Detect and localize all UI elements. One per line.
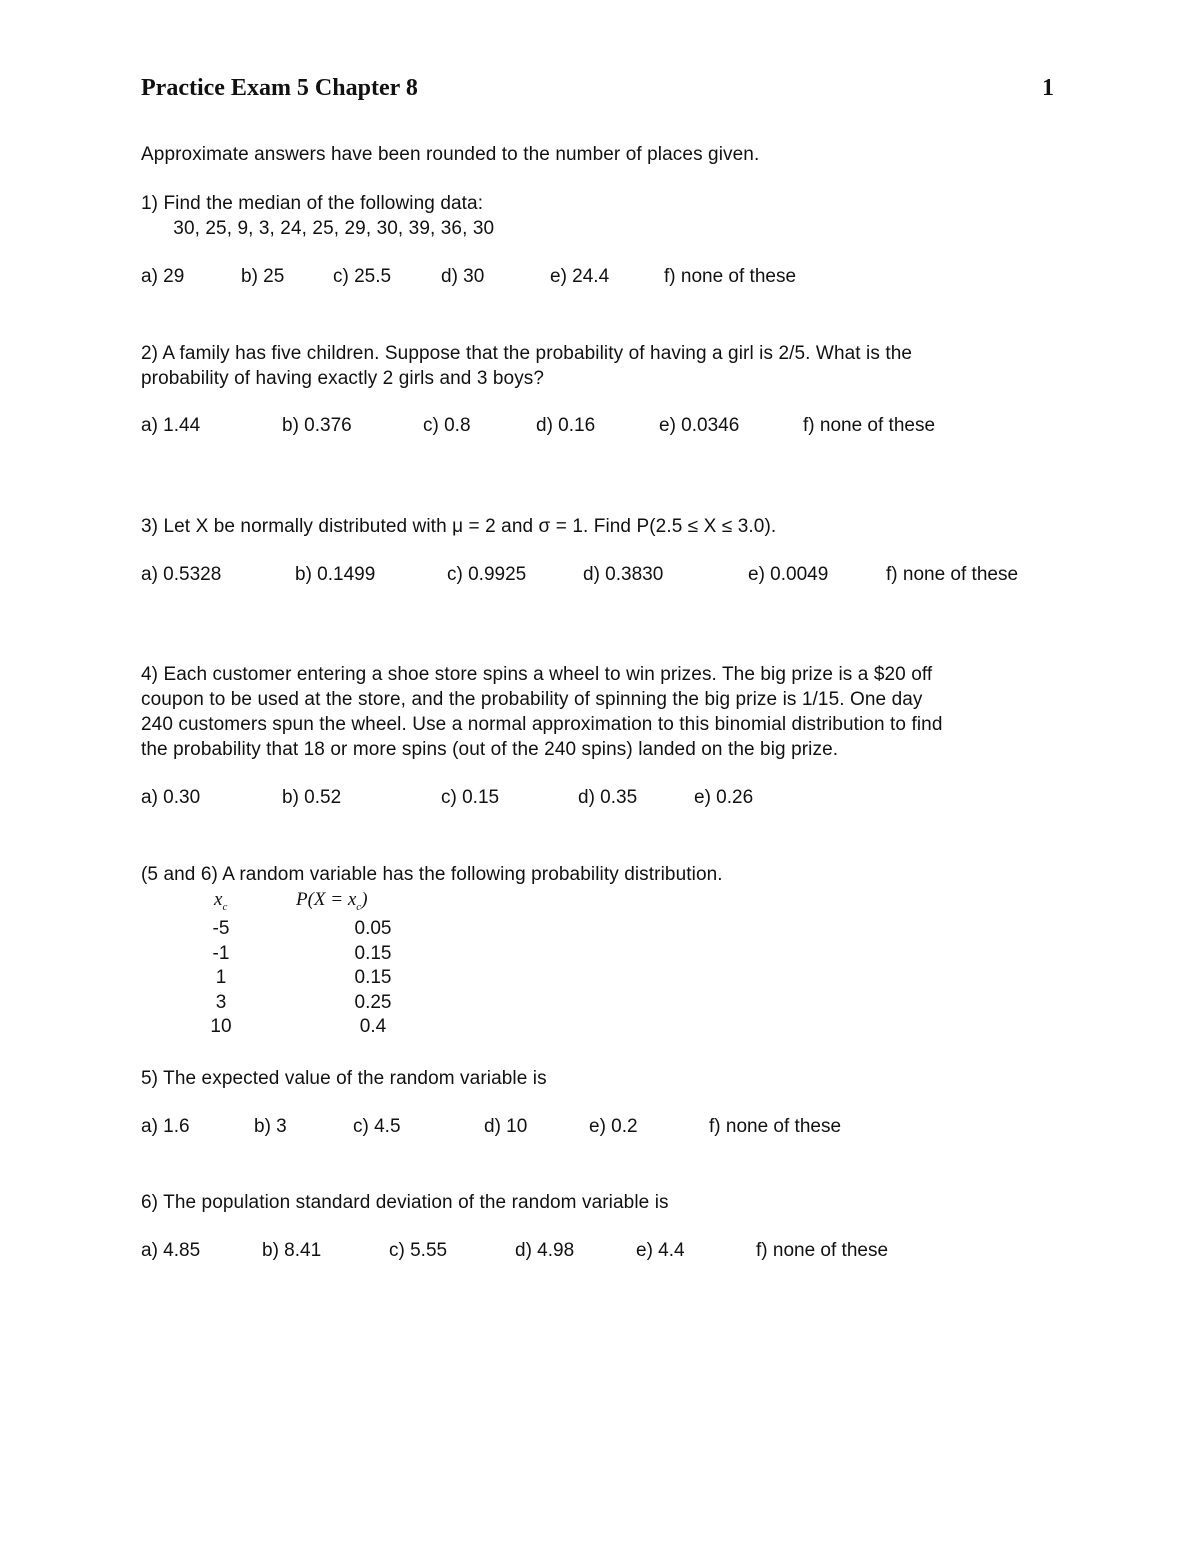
- table-cell-p: 0.25: [354, 992, 392, 1013]
- table-cell-p: 0.05: [354, 918, 392, 939]
- page-number: 1: [1042, 75, 1054, 101]
- distribution-intro: (5 and 6) A random variable has the following probability distribution.: [141, 864, 723, 885]
- choice-e: e) 0.0049: [748, 564, 829, 585]
- choice-d: d) 0.16: [536, 415, 596, 436]
- choice-a: a) 0.30: [141, 787, 201, 808]
- choice-a: a) 1.6: [141, 1116, 190, 1137]
- choice-d: d) 0.3830: [583, 564, 664, 585]
- choice-c: c) 5.55: [389, 1240, 448, 1261]
- table-cell-p: 0.4: [359, 1016, 387, 1037]
- question-line: 4) Each customer entering a shoe store spins a wheel to win prizes. The big prize is a $20 off: [141, 664, 933, 685]
- choice-b: b) 0.1499: [295, 564, 376, 585]
- table-cell-p: 0.15: [354, 943, 392, 964]
- choice-e: e) 0.0346: [659, 415, 740, 436]
- table-cell-x: 1: [215, 967, 227, 988]
- intro-text: Approximate answers have been rounded to the number of places given.: [141, 144, 760, 165]
- page-title: Practice Exam 5 Chapter 8: [141, 75, 418, 101]
- choice-f: f) none of these: [709, 1116, 842, 1137]
- choice-a: a) 4.85: [141, 1240, 201, 1261]
- question-line: 30, 25, 9, 3, 24, 25, 29, 30, 39, 36, 30: [141, 218, 495, 239]
- choice-d: d) 4.98: [515, 1240, 575, 1261]
- table-cell-x: -5: [212, 918, 230, 939]
- question-line: 3) Let X be normally distributed with μ = 2 and σ = 1. Find P(2.5 ≤ X ≤ 3.0).: [141, 516, 777, 537]
- choice-f: f) none of these: [803, 415, 936, 436]
- question-line: the probability that 18 or more spins (out of the 240 spins) landed on the big prize.: [141, 739, 839, 760]
- question-line: 1) Find the median of the following data:: [141, 193, 484, 214]
- question-line: 5) The expected value of the random variable is: [141, 1068, 547, 1089]
- choice-c: c) 0.9925: [447, 564, 527, 585]
- choice-b: b) 25: [241, 266, 285, 287]
- question-line: 2) A family has five children. Suppose that the probability of having a girl is 2/5. What is the: [141, 343, 913, 364]
- choice-a: a) 0.5328: [141, 564, 222, 585]
- column-header-x: $x_c$: [214, 889, 228, 913]
- choice-b: b) 8.41: [262, 1240, 322, 1261]
- choice-e: e) 0.26: [694, 787, 754, 808]
- choice-c: c) 0.15: [441, 787, 500, 808]
- choice-d: d) 10: [484, 1116, 528, 1137]
- choice-a: a) 1.44: [141, 415, 201, 436]
- choice-f: f) none of these: [886, 564, 1019, 585]
- table-cell-x: 10: [210, 1016, 232, 1037]
- choice-d: d) 30: [441, 266, 485, 287]
- choice-f: f) none of these: [664, 266, 797, 287]
- choice-e: e) 24.4: [550, 266, 610, 287]
- choice-b: b) 0.52: [282, 787, 342, 808]
- choice-c: c) 0.8: [423, 415, 471, 436]
- choice-c: c) 25.5: [333, 266, 392, 287]
- choice-d: d) 0.35: [578, 787, 638, 808]
- choice-b: b) 3: [254, 1116, 287, 1137]
- choice-a: a) 29: [141, 266, 185, 287]
- choice-f: f) none of these: [756, 1240, 889, 1261]
- question-line: coupon to be used at the store, and the probability of spinning the big prize is 1/15. One day: [141, 689, 923, 710]
- question-line: 240 customers spun the wheel. Use a normal approximation to this binomial distribution to find: [141, 714, 943, 735]
- choice-e: e) 4.4: [636, 1240, 685, 1261]
- question-line: probability of having exactly 2 girls and 3 boys?: [141, 368, 545, 389]
- column-header-probability: $P(X = x_c)$: [296, 889, 368, 913]
- choice-e: e) 0.2: [589, 1116, 638, 1137]
- table-cell-x: 3: [215, 992, 227, 1013]
- table-cell-p: 0.15: [354, 967, 392, 988]
- choice-b: b) 0.376: [282, 415, 352, 436]
- choice-c: c) 4.5: [353, 1116, 401, 1137]
- question-line: 6) The population standard deviation of the random variable is: [141, 1192, 669, 1213]
- table-cell-x: -1: [212, 943, 230, 964]
